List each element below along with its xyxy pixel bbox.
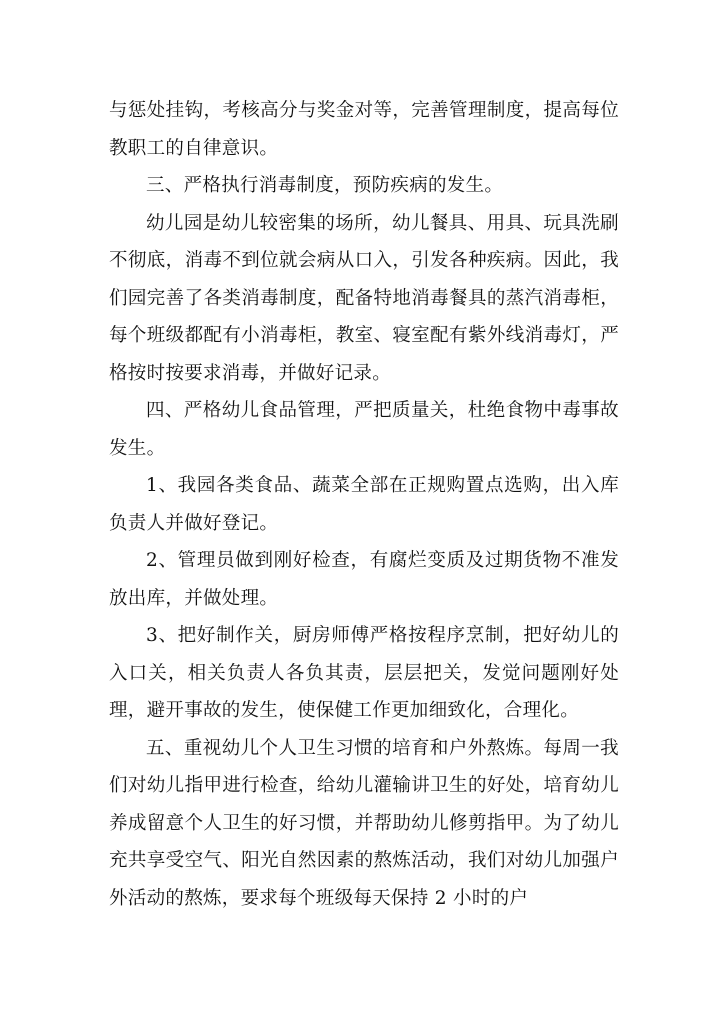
document-body	[109, 92, 619, 917]
list-item-3: 3、把好制作关，厨房师傅严格按程序烹制，把好幼儿的入口关，相关负责人各负其责，层层把关，发觉问题刚好处理，避开事故的发生，使保健工作更加细致化，合理化。	[109, 625, 619, 721]
section-heading-food-management: 四、严格幼儿食品管理，严把质量关，杜绝食物中毒事故发生。	[109, 400, 619, 459]
paragraph-1: 与惩处挂钩，考核高分与奖金对等，完善管理制度，提高每位教职工的自律意识。	[109, 100, 619, 159]
list-item-1: 1、我园各类食品、蔬菜全部在正规购置点选购，出入库负责人并做好登记。	[109, 475, 619, 534]
list-item-2: 2、管理员做到刚好检查，有腐烂变质及过期货物不准发放出库，并做处理。	[109, 550, 619, 609]
section-heading-hygiene: 五、重视幼儿个人卫生习惯的培育和户外熬炼。每周一我们对幼儿指甲进行检查，给幼儿灌输讲卫生的好处，培育幼儿养成留意个人卫生的好习惯，并帮助幼儿修剪指甲。为了幼儿充共享受空气、阳光自然因素的熬炼活动，我们对幼儿加强户外活动的熬炼，要求每个班级每天保持 2 小时的户	[109, 737, 619, 909]
paragraph-disinfection: 幼儿园是幼儿较密集的场所，幼儿餐具、用具、玩具洗刷不彻底，消毒不到位就会病从口入，引发各种疾病。因此，我们园完善了各类消毒制度，配备特地消毒餐具的蒸汽消毒柜，每个班级都配有小消毒柜，教室、寝室配有紫外线消毒灯，严格按时按要求消毒，并做好记录。	[109, 212, 619, 384]
section-heading-disinfection: 三、严格执行消毒制度，预防疾病的发生。	[146, 175, 504, 196]
